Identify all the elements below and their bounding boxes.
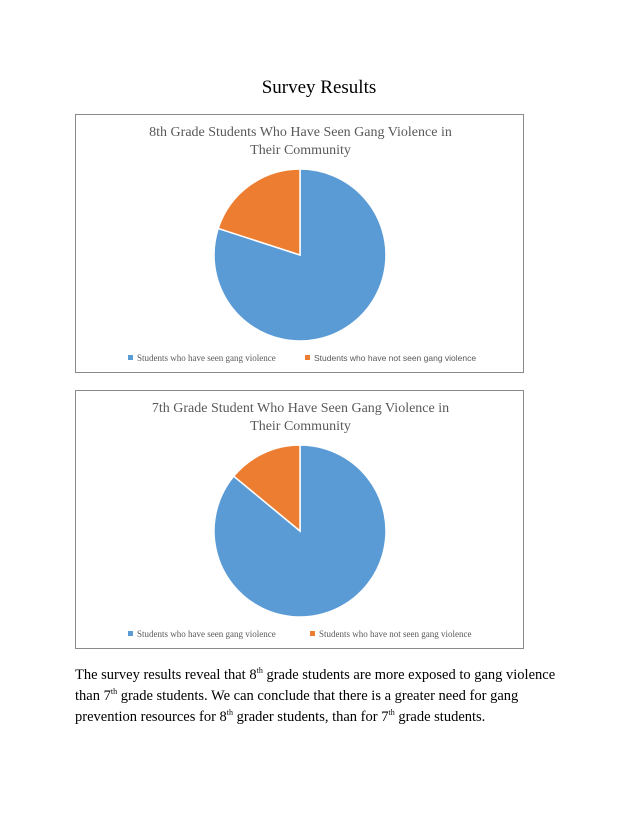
legend-swatch-orange [310,631,315,636]
chart-title-line: Their Community [250,419,351,434]
legend-label: Students who have seen gang violence [137,353,276,363]
chart-8th-grade [75,114,524,373]
conclusion-text: grade students. We can conclude that there is a greater need for gang [117,688,519,704]
legend-item-not-seen [305,353,476,363]
superscript: th [110,687,118,696]
page-title: Survey Results [261,77,377,98]
legend-label: Students who have not seen gang violence [314,353,477,363]
chart-title [76,400,525,436]
legend-item-seen [128,629,276,639]
conclusion-text: grade students. [394,709,486,725]
legend-label: Students who have not seen gang violence [319,629,472,639]
conclusion-text: The survey results reveal that 8 [75,667,257,683]
legend-item-not-seen [310,629,471,639]
conclusion-text: than 7 [75,688,111,704]
legend-swatch-blue [128,355,133,360]
conclusion-paragraph [75,665,575,728]
legend-label: Students who have seen gang violence [137,629,276,639]
superscript: th [226,708,234,717]
chart-title-line: Their Community [250,143,351,158]
superscript: th [388,708,395,717]
superscript: th [256,666,263,675]
legend-swatch-blue [128,631,133,636]
chart-title-line: 8th Grade Students Who Have Seen Gang Violence in [149,125,452,140]
chart-7th-grade [75,390,524,649]
conclusion-text: prevention resources for 8 [75,709,227,725]
legend-item-seen [128,353,276,363]
chart-title [76,124,525,160]
chart-title-line: 7th Grade Student Who Have Seen Gang Violence in [151,401,450,416]
legend-swatch-orange [305,355,310,360]
conclusion-text: grade students are more exposed to gang violence [262,667,556,683]
conclusion-text: grader students, than for 7 [233,709,389,725]
